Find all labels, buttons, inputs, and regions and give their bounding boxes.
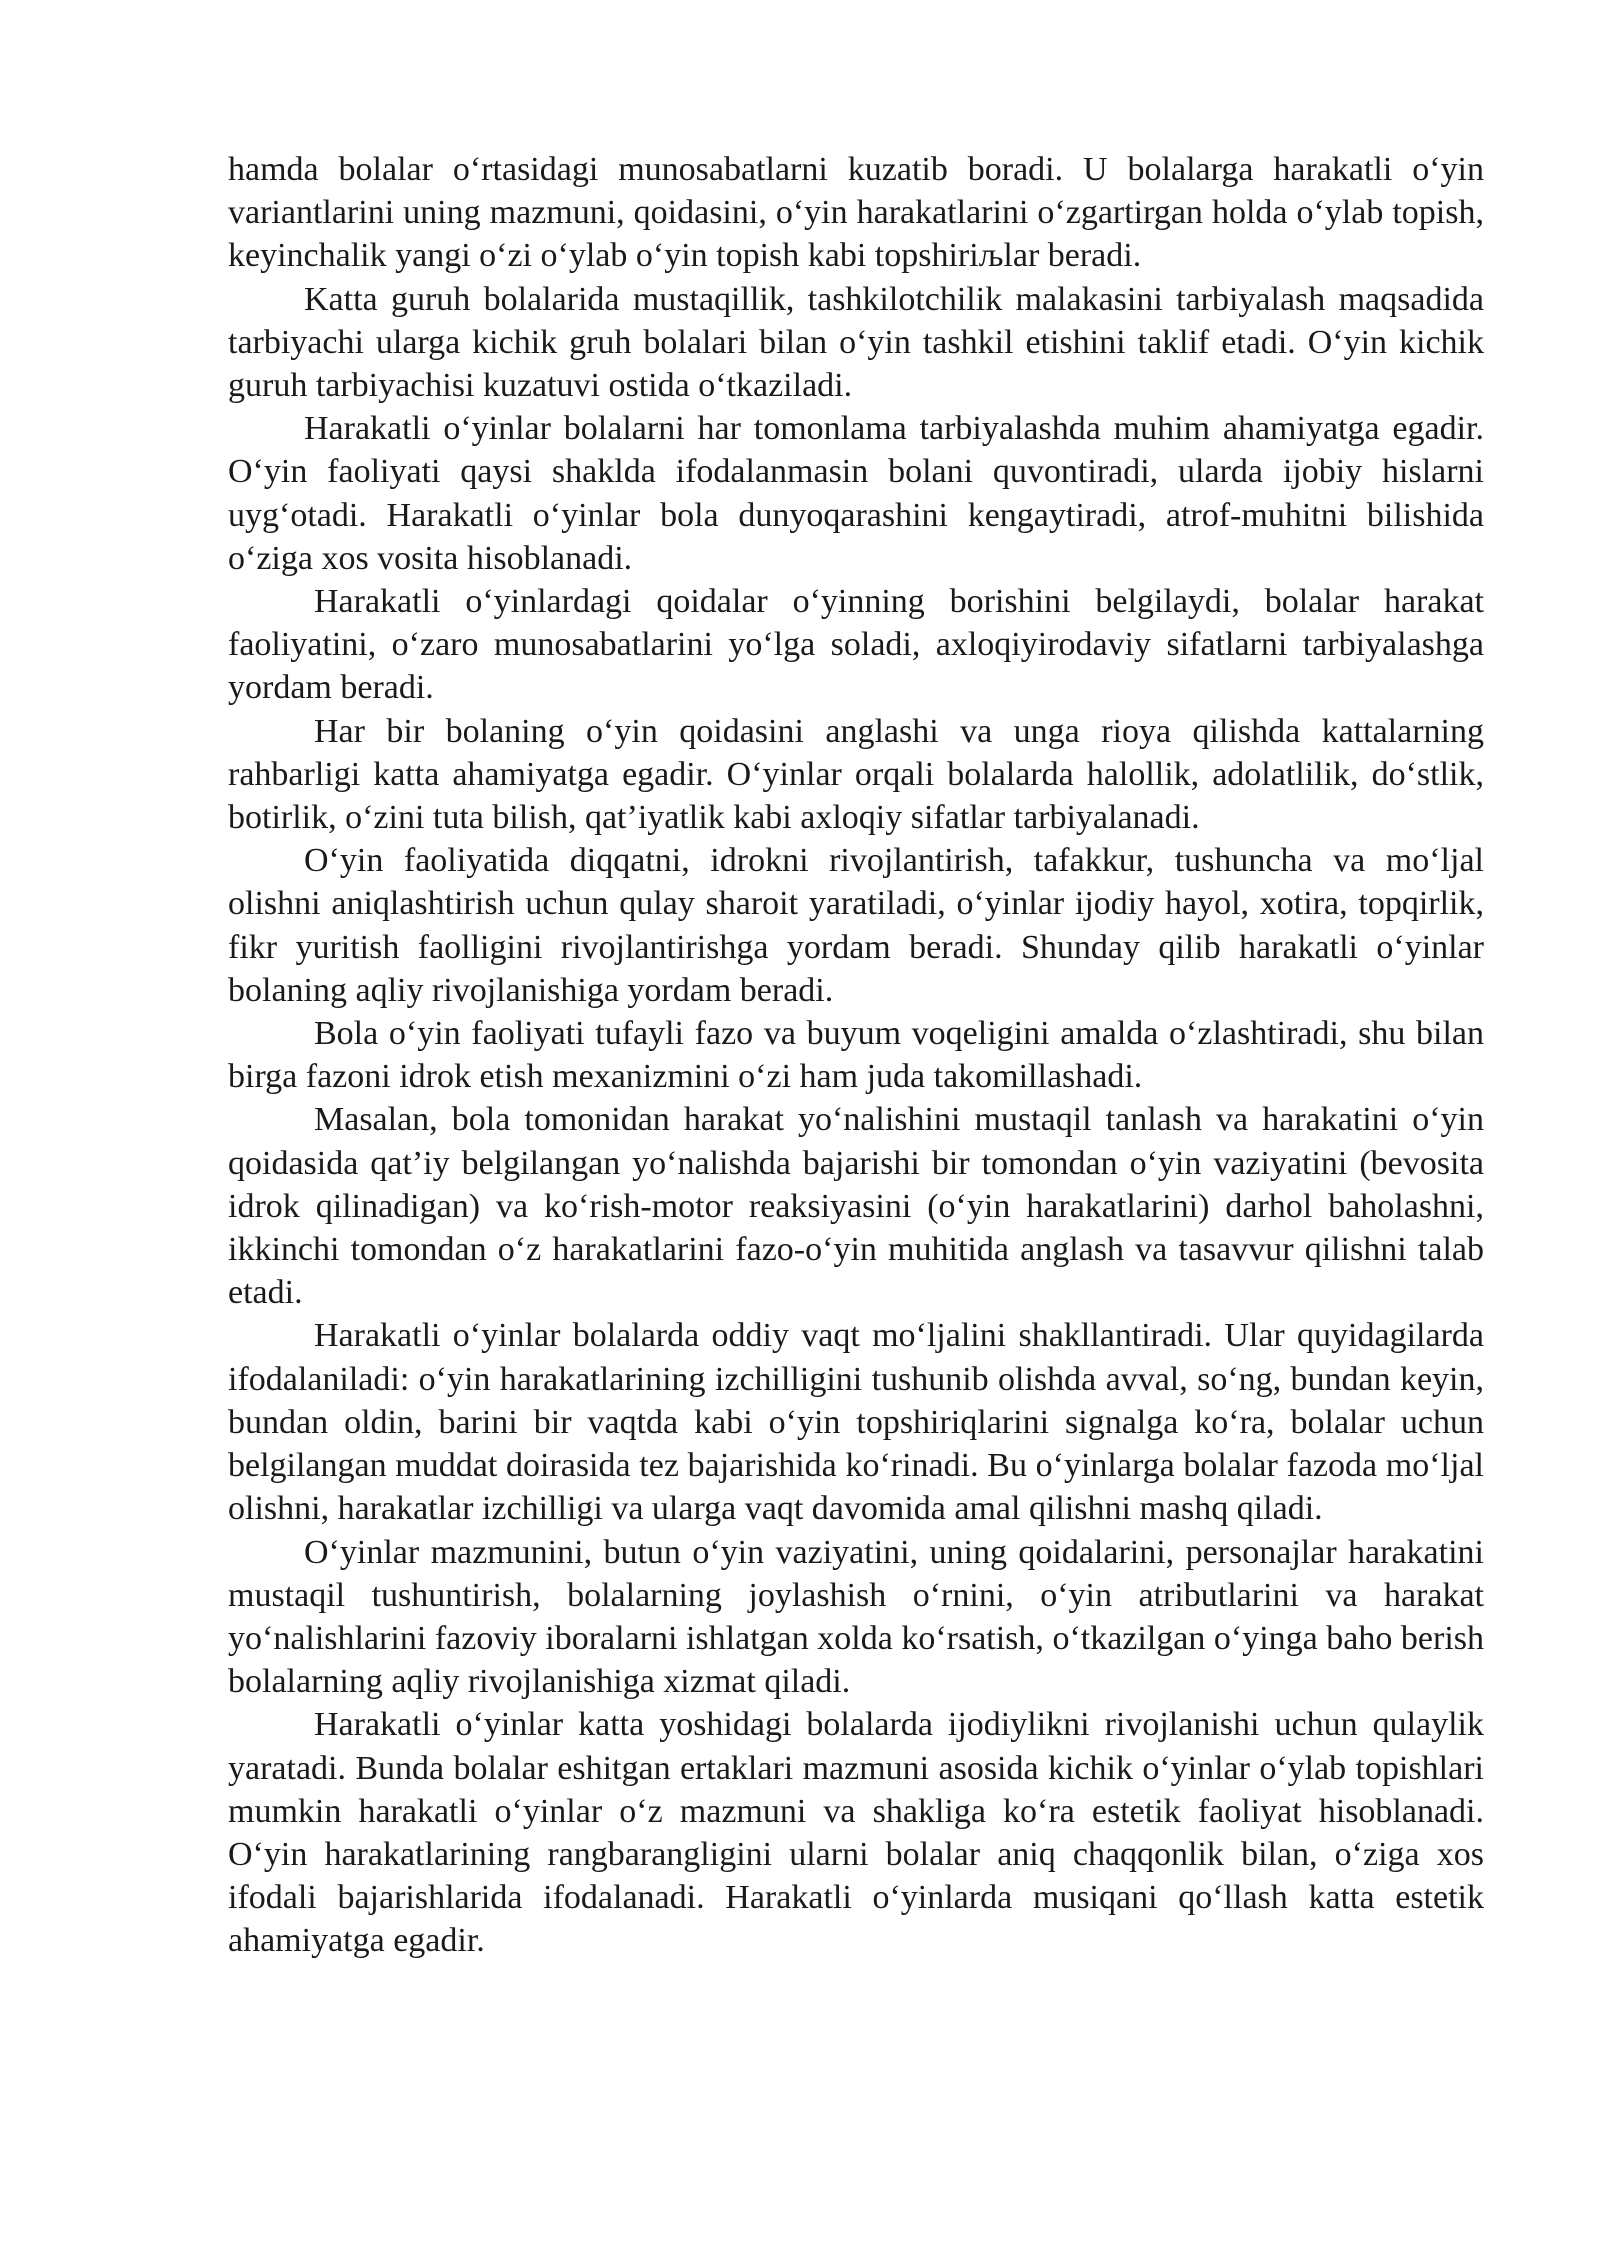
paragraph: O‘yinlar mazmunini, butun o‘yin vaziyatini, uning qoidalarini, personajlar harakatini mustaqil tushuntirish, bolalarning joylashish o‘rnini, o‘yin atributlarini va harakat yo‘nalishlarini fazoviy iboralarni ishlatgan xolda ko‘rsatish, o‘tkazilgan o‘yinga baho berish bolalarning aqliy rivojlanishiga xizmat qiladi.: [228, 1533, 1484, 1701]
paragraph: Bola o‘yin faoliyati tufayli fazo va buyum voqeligini amalda o‘zlashtiradi, shu bilan birga fazoni idrok etish mexanizmini o‘zi ham juda takomillashadi.: [228, 1015, 1484, 1096]
paragraph: O‘yin faoliyatida diqqatni, idrokni rivojlantirish, tafakkur, tushuncha va mo‘ljal olishni aniqlashtirish uchun qulay sharoit yaratiladi, o‘yinlar ijodiy hayol, xotira, topqirlik, fikr yuritish faolligini rivojlantirishga yordam beradi. Shunday qilib harakatli o‘yinlar bolaning aqliy rivojlanishiga yordam beradi.: [228, 842, 1484, 1009]
paragraph-continuation: hamda bolalar o‘rtasidagi munosabatlarni kuzatib boradi. U bolalarga harakatli o‘yin variantlarini uning mazmuni, qoidasini, o‘yin harakatlarini o‘zgartirgan holda o‘ylab topish, keyinchalik yangi o‘zi o‘ylab o‘yin topish kabi topshiriљlar beradi.: [228, 151, 1484, 275]
paragraph: Harakatli o‘yinlar bolalarni har tomonlama tarbiyalashda muhim ahamiyatga egadir. O‘yin faoliyati qaysi shaklda ifodalanmasin bolani quvontiradi, ularda ijobiy hislarni uyg‘otadi. Harakatli o‘yinlar bola dunyoqarashini kengaytiradi, atrof-muhitni bilishida o‘ziga xos vosita hisoblanadi.: [228, 410, 1484, 577]
paragraph: Harakatli o‘yinlar katta yoshidagi bolalarda ijodiylikni rivojlanishi uchun qulaylik yaratadi. Bunda bolalar eshitgan ertaklari mazmuni asosida kichik o‘yinlar o‘ylab topishlari mumkin harakatli o‘yinlar o‘z mazmuni va shakliga ko‘ra estetik faoliyat hisoblanadi. O‘yin harakatlarining rangbarangligini ularni bolalar aniq chaqqonlik bilan, o‘ziga xos ifodali bajarishlarida ifodalanadi. Harakatli o‘yinlarda musiqani qo‘llash katta estetik ahamiyatga egadir.: [228, 1706, 1484, 1960]
document-page: [228, 148, 1484, 1963]
paragraph: Katta guruh bolalarida mustaqillik, tashkilotchilik malakasini tarbiyalash maqsadida tarbiyachi ularga kichik gruh bolalari bilan o‘yin tashkil etishini taklif etadi. O‘yin kichik guruh tarbiyachisi kuzatuvi ostida o‘tkaziladi.: [228, 280, 1484, 405]
paragraph: Masalan, bola tomonidan harakat yo‘nalishini mustaqil tanlash va harakatini o‘yin qoidasida qat’iy belgilangan yo‘nalishda bajarishi bir tomondan o‘yin vaziyatini (bevosita idrok qilinadigan) va ko‘rish-motor reaksiyasini (o‘yin harakatlarini) darhol baholashni, ikkinchi tomondan o‘z harakatlarini fazo-o‘yin muhitida anglash va tasavvur qilishni talab etadi.: [228, 1101, 1484, 1312]
paragraph: Harakatli o‘yinlar bolalarda oddiy vaqt mo‘ljalini shakllantiradi. Ular quyidagilarda ifodalaniladi: o‘yin harakatlarining izchilligini tushunib olishda avval, so‘ng, bundan keyin, bundan oldin, barini bir vaqtda kabi o‘yin topshiriqlarini signalga ko‘ra, bolalar uchun belgilangan muddat doirasida tez bajarishida ko‘rinadi. Bu o‘yinlarga bolalar fazoda mo‘ljal olishni, harakatlar izchilligi va ularga vaqt davomida amal qilishni mashq qiladi.: [228, 1317, 1484, 1528]
paragraph: Har bir bolaning o‘yin qoidasini anglashi va unga rioya qilishda kattalarning rahbarligi katta ahamiyatga egadir. O‘yinlar orqali bolalarda halollik, adolatlilik, do‘stlik, botirlik, o‘zini tuta bilish, qat’iyatlik kabi axloqiy sifatlar tarbiyalanadi.: [228, 712, 1484, 837]
paragraph: Harakatli o‘yinlardagi qoidalar o‘yinning borishini belgilaydi, bolalar harakat faoliyatini, o‘zaro munosabatlarini yo‘lga soladi, axloqiyirodaviy sifatlarni tarbiyalashga yordam beradi.: [228, 583, 1484, 707]
